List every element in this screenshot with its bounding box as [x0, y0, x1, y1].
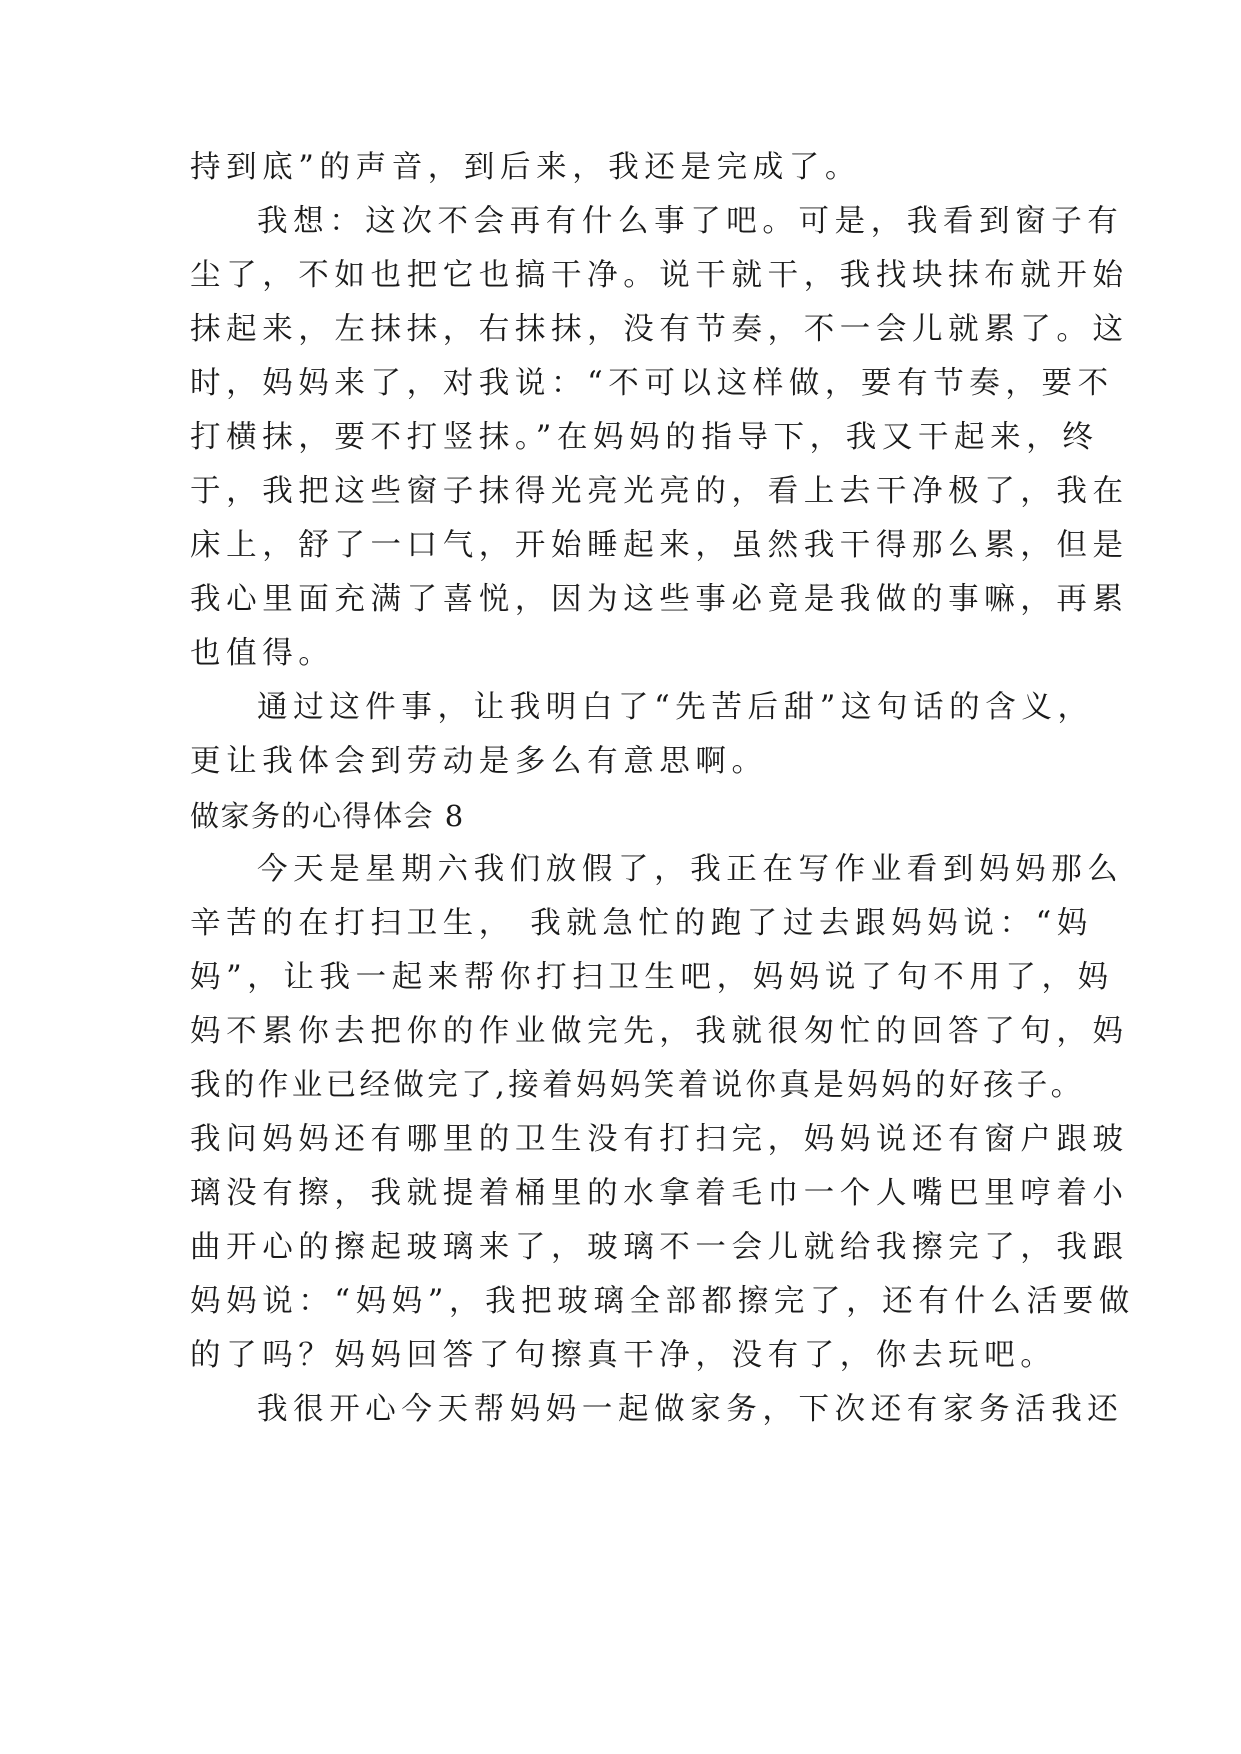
text-line: 尘了，不如也把它也搞干净。说干就干，我找块抹布就开始 [190, 258, 1129, 293]
paragraph-first-line: 今天是星期六我们放假了，我正在写作业看到妈妈那么 [257, 852, 1124, 887]
text-line: 曲开心的擦起玻璃来了，玻璃不一会儿就给我擦完了，我跟 [190, 1230, 1129, 1265]
text-line: 辛苦的在打扫卫生， 我就急忙的跑了过去跟妈妈说：“妈 [190, 906, 1093, 941]
section-heading: 做家务的心得体会 8 [190, 799, 465, 833]
text-line: 妈”，让我一起来帮你打扫卫生吧，妈妈说了句不用了，妈 [190, 960, 1114, 995]
text-line: 妈不累你去把你的作业做完先，我就很匆忙的回答了句，妈 [190, 1014, 1129, 1049]
text-line: 我心里面充满了喜悦，因为这些事必竟是我做的事嘛，再累 [190, 582, 1129, 617]
text-line: 我问妈妈还有哪里的卫生没有打扫完，妈妈说还有窗户跟玻 [190, 1122, 1129, 1157]
text-line: 床上，舒了一口气，开始睡起来，虽然我干得那么累，但是 [190, 528, 1129, 563]
text-line: 的了吗？妈妈回答了句擦真干净，没有了，你去玩吧。 [190, 1338, 1057, 1373]
paragraph-first-line: 我想：这次不会再有什么事了吧。可是，我看到窗子有 [257, 204, 1124, 239]
text-line: 更让我体会到劳动是多么有意思啊。 [190, 744, 768, 779]
text-line: 打横抹，要不打竖抹。”在妈妈的指导下，我又干起来，终 [190, 420, 1099, 455]
text-line: 璃没有擦，我就提着桶里的水拿着毛巾一个人嘴巴里哼着小 [190, 1176, 1129, 1211]
text-line: 妈妈说：“妈妈”，我把玻璃全部都擦完了，还有什么活要做 [190, 1284, 1135, 1319]
text-line: 抹起来，左抹抹，右抹抹，没有节奏，不一会儿就累了。这 [190, 312, 1129, 347]
paragraph-first-line: 我很开心今天帮妈妈一起做家务，下次还有家务活我还 [257, 1392, 1124, 1427]
text-line: 我的作业已经做完了,接着妈妈笑着说你真是妈妈的好孩子。 [190, 1068, 1085, 1103]
paragraph-first-line: 通过这件事，让我明白了“先苦后甜”这句话的含义， [257, 690, 1094, 725]
text-line: 时，妈妈来了，对我说：“不可以这样做，要有节奏，要不 [190, 366, 1114, 401]
text-line: 持到底”的声音，到后来，我还是完成了。 [190, 150, 861, 185]
text-line: 也值得。 [190, 636, 335, 671]
text-line: 于，我把这些窗子抹得光亮光亮的，看上去干净极了，我在 [190, 474, 1129, 509]
